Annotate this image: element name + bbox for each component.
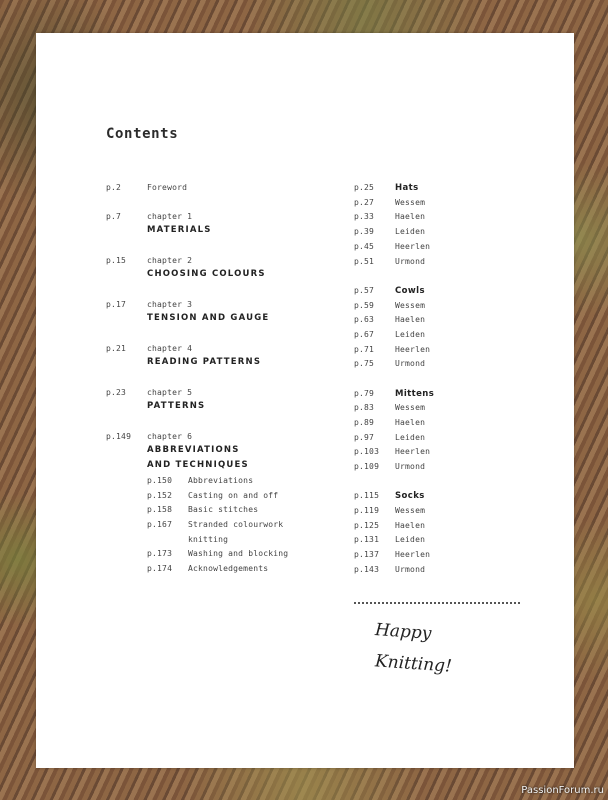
entry-label: Acknowledgements	[188, 564, 269, 573]
section-heading: Hats	[395, 183, 419, 193]
chapter-heading-line-2: AND TECHNIQUES	[147, 460, 249, 470]
pattern-label: Haelen	[395, 212, 426, 221]
page-number: p.39	[354, 227, 375, 236]
handwritten-happy: Happy	[374, 620, 432, 644]
contents-page	[36, 33, 574, 768]
pattern-label: Heerlen	[395, 550, 431, 559]
page-number: p.67	[354, 330, 375, 339]
chapter-heading: CHOOSING COLOURS	[147, 269, 266, 279]
page-number: p.15	[106, 256, 127, 265]
page-number: p.25	[354, 183, 375, 192]
page-number: p.45	[354, 242, 375, 251]
entry-label: Foreword	[147, 183, 188, 192]
pattern-label: Heerlen	[395, 345, 431, 354]
handwritten-knitting: Knitting!	[374, 651, 453, 677]
page-title: Contents	[106, 126, 179, 142]
pattern-label: Leiden	[395, 227, 426, 236]
watermark: PassionForum.ru	[521, 785, 604, 796]
chapter-heading: TENSION AND GAUGE	[147, 313, 270, 323]
entry-label: Casting on and off	[188, 491, 279, 500]
page-number: p.27	[354, 198, 375, 207]
page-number: p.97	[354, 433, 375, 442]
page-number: p.119	[354, 506, 380, 515]
chapter-label: chapter 6	[147, 432, 193, 441]
chapter-label: chapter 3	[147, 300, 193, 309]
entry-label-line-2: knitting	[188, 535, 229, 544]
pattern-label: Haelen	[395, 315, 426, 324]
page-number: p.125	[354, 521, 380, 530]
page-number: p.51	[354, 257, 375, 266]
entry-label: Washing and blocking	[188, 549, 289, 558]
page-number: p.7	[106, 212, 122, 221]
entry-label: Basic stitches	[188, 505, 259, 514]
pattern-label: Urmond	[395, 462, 426, 471]
page-number: p.2	[106, 183, 122, 192]
pattern-label: Wessem	[395, 301, 426, 310]
chapter-heading: READING PATTERNS	[147, 357, 262, 367]
pattern-label: Leiden	[395, 535, 426, 544]
pattern-label: Wessem	[395, 506, 426, 515]
entry-label: Abbreviations	[188, 476, 254, 485]
page-number: p.83	[354, 403, 375, 412]
page-number: p.131	[354, 535, 380, 544]
page-number: p.57	[354, 286, 375, 295]
page-number: p.143	[354, 565, 380, 574]
page-number: p.63	[354, 315, 375, 324]
page-number: p.137	[354, 550, 380, 559]
page-number: p.79	[354, 389, 375, 398]
chapter-label: chapter 5	[147, 388, 193, 397]
section-heading: Cowls	[395, 286, 425, 296]
page-number: p.33	[354, 212, 375, 221]
pattern-label: Heerlen	[395, 447, 431, 456]
section-heading: Socks	[395, 491, 425, 501]
page-number: p.71	[354, 345, 375, 354]
chapter-heading: ABBREVIATIONS	[147, 445, 240, 455]
pattern-label: Leiden	[395, 330, 426, 339]
pattern-label: Wessem	[395, 403, 426, 412]
dotted-divider	[354, 602, 520, 606]
chapter-heading: MATERIALS	[147, 225, 212, 235]
page-number: p.75	[354, 359, 375, 368]
page-number: p.89	[354, 418, 375, 427]
section-heading: Mittens	[395, 389, 435, 399]
page-number: p.167	[147, 520, 173, 529]
pattern-label: Urmond	[395, 565, 426, 574]
page-number: p.23	[106, 388, 127, 397]
chapter-heading: PATTERNS	[147, 401, 206, 411]
pattern-label: Leiden	[395, 433, 426, 442]
page-number: p.59	[354, 301, 375, 310]
page-number: p.149	[106, 432, 132, 441]
page-number: p.152	[147, 491, 173, 500]
chapter-label: chapter 2	[147, 256, 193, 265]
page-number: p.174	[147, 564, 173, 573]
pattern-label: Haelen	[395, 521, 426, 530]
pattern-label: Heerlen	[395, 242, 431, 251]
page-number: p.115	[354, 491, 380, 500]
page-number: p.173	[147, 549, 173, 558]
entry-label: Stranded colourwork	[188, 520, 284, 529]
page-number: p.21	[106, 344, 127, 353]
page-number: p.150	[147, 476, 173, 485]
chapter-label: chapter 1	[147, 212, 193, 221]
chapter-label: chapter 4	[147, 344, 193, 353]
page-number: p.109	[354, 462, 380, 471]
page-number: p.158	[147, 505, 173, 514]
page-number: p.17	[106, 300, 127, 309]
page-number: p.103	[354, 447, 380, 456]
pattern-label: Urmond	[395, 359, 426, 368]
pattern-label: Haelen	[395, 418, 426, 427]
pattern-label: Wessem	[395, 198, 426, 207]
pattern-label: Urmond	[395, 257, 426, 266]
